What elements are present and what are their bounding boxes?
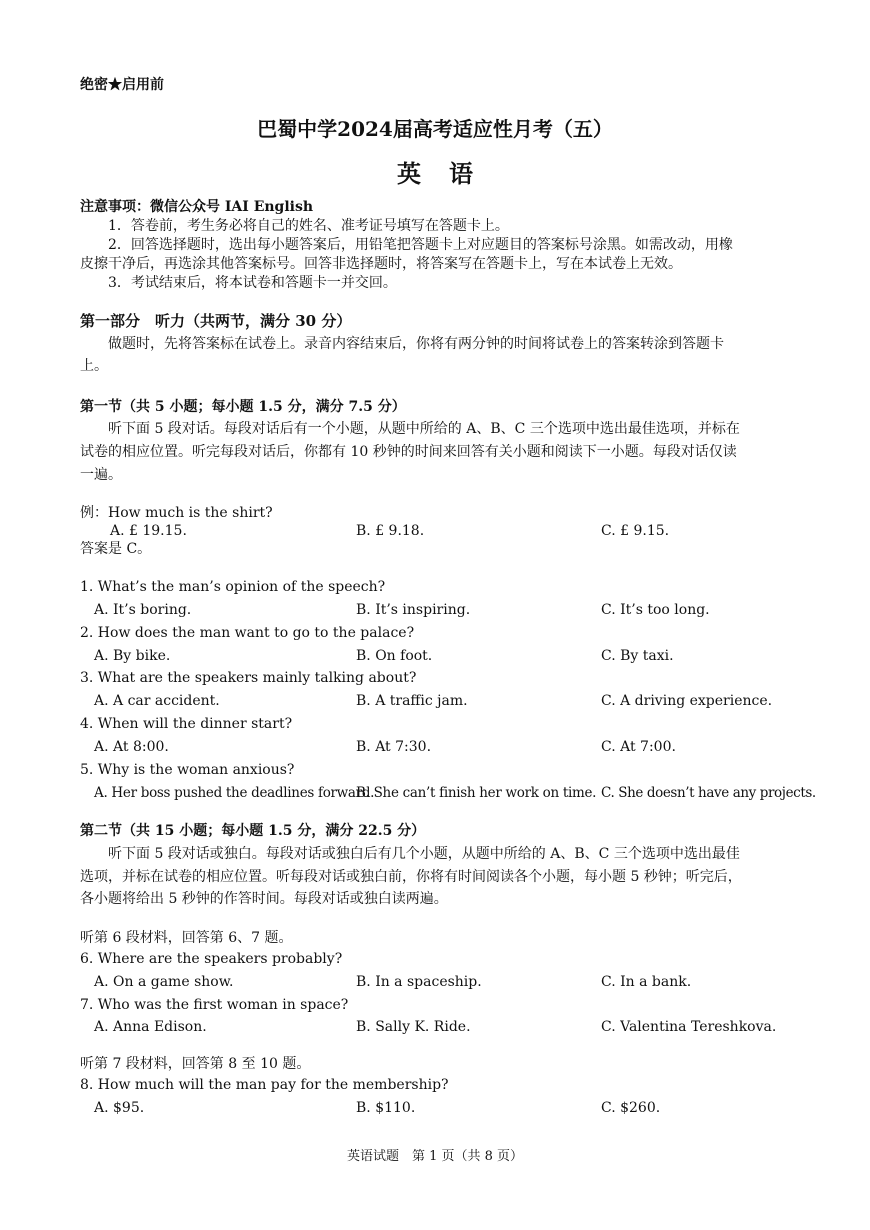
q4-option-c: C. At 7:00. [601,739,676,755]
note-item-2-line2: 皮擦干净后，再选涂其他答案标号。回答非选择题时，将答案写在答题卡上，写在本试卷上无效。 [80,256,682,272]
part1-heading: 第一部分 听力（共两节，满分 30 分） [80,312,352,330]
q2-option-c: C. By taxi. [601,648,674,664]
question-8: 8. How much will the man pay for the membership? [80,1077,449,1093]
question-1: 1. What’s the man’s opinion of the speech? [80,579,386,595]
note-item-1: 1．答卷前，考生务必将自己的姓名、准考证号填写在答题卡上。 [108,218,509,234]
q5-option-b: B. She can’t finish her work on time. [356,785,597,801]
section2-intro-line2: 选项，并标在试卷的相应位置。听每段对话或独白前，你将有时间阅读各个小题，每小题 5 秒钟；听完后， [80,869,742,885]
material-6-label: 听第 6 段材料，回答第 6、7 题。 [80,930,293,946]
q8-option-a: A. $95. [94,1100,145,1116]
q7-option-b: B. Sally K. Ride. [356,1019,471,1035]
q3-option-b: B. A traffic jam. [356,693,468,709]
page-footer: 英语试题 第 1 页（共 8 页） [346,1149,524,1164]
section2-intro-line3: 各小题将给出 5 秒钟的作答时间。每段对话或独白读两遍。 [80,891,448,907]
confidential-mark: 绝密★启用前 [80,77,164,93]
q8-option-c: C. $260. [601,1100,661,1116]
part1-intro-line2: 上。 [80,358,108,374]
example-option-c: C. £ 9.15. [601,523,670,539]
example-answer: 答案是 C。 [80,541,152,557]
q3-option-c: C. A driving experience. [601,693,773,709]
example-question: 例：How much is the shirt? [80,505,273,521]
q8-option-b: B. $110. [356,1100,416,1116]
subject-title: 英语 [397,159,501,188]
q3-option-a: A. A car accident. [94,693,220,709]
question-7: 7. Who was the first woman in space? [80,997,349,1013]
exam-title: 巴蜀中学2024届高考适应性月考（五） [257,117,613,141]
q1-option-a: A. It’s boring. [94,602,192,618]
q6-option-b: B. In a spaceship. [356,974,482,990]
q2-option-a: A. By bike. [94,648,171,664]
question-3: 3. What are the speakers mainly talking about? [80,670,417,686]
q5-option-a: A. Her boss pushed the deadlines forward. [94,785,375,801]
section1-heading: 第一节（共 5 小题；每小题 1.5 分，满分 7.5 分） [80,399,406,415]
section1-intro-line3: 一遍。 [80,467,122,483]
material-7-label: 听第 7 段材料，回答第 8 至 10 题。 [80,1056,311,1072]
section2-heading: 第二节（共 15 小题；每小题 1.5 分，满分 22.5 分） [80,823,426,839]
question-6: 6. Where are the speakers probably? [80,951,343,967]
part1-intro-line1: 做题时，先将答案标在试卷上。录音内容结束后，你将有两分钟的时间将试卷上的答案转涂到答题卡 [108,336,724,352]
note-item-3: 3．考试结束后，将本试卷和答题卡一并交回。 [108,275,397,291]
q6-option-a: A. On a game show. [94,974,234,990]
q2-option-b: B. On foot. [356,648,433,664]
example-option-b: B. £ 9.18. [356,523,425,539]
question-2: 2. How does the man want to go to the palace? [80,625,415,641]
note-item-2-line1: 2．回答选择题时，选出每小题答案后，用铅笔把答题卡上对应题目的答案标号涂黑。如需改动，用橡 [108,237,733,253]
q5-option-c: C. She doesn’t have any projects. [601,785,816,801]
q7-option-c: C. Valentina Tereshkova. [601,1019,777,1035]
question-4: 4. When will the dinner start? [80,716,293,732]
q1-option-b: B. It’s inspiring. [356,602,471,618]
notes-heading: 注意事项：微信公众号 IAI English [80,199,314,215]
section1-intro-line2: 试卷的相应位置。听完每段对话后，你都有 10 秒钟的时间来回答有关小题和阅读下一小题。每段对话仅读 [80,444,737,460]
example-option-a: A. £ 19.15. [110,523,187,539]
q7-option-a: A. Anna Edison. [94,1019,207,1035]
q4-option-b: B. At 7:30. [356,739,432,755]
q1-option-c: C. It’s too long. [601,602,710,618]
section1-intro-line1: 听下面 5 段对话。每段对话后有一个小题，从题中所给的 A、B、C 三个选项中选出最佳选项，并标在 [108,421,740,437]
section2-intro-line1: 听下面 5 段对话或独白。每段对话或独白后有几个小题，从题中所给的 A、B、C 三个选项中选出最佳 [108,846,740,862]
q6-option-c: C. In a bank. [601,974,692,990]
q4-option-a: A. At 8:00. [94,739,169,755]
question-5: 5. Why is the woman anxious? [80,762,295,778]
